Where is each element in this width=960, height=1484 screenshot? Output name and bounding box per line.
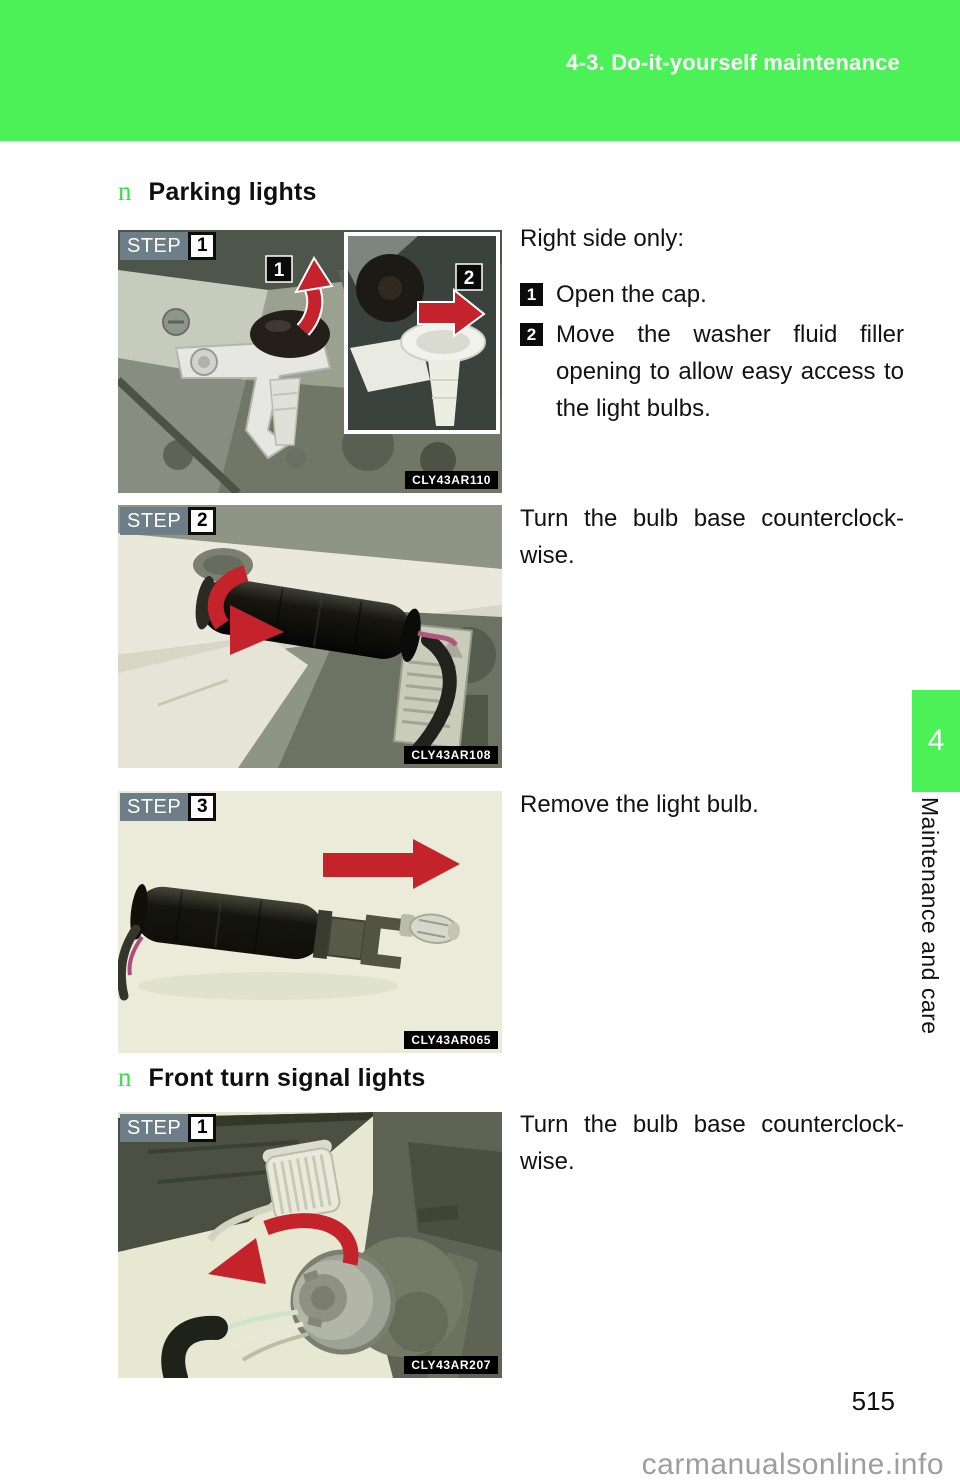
step-number: 2 [188,507,216,535]
figure-bulb-base-turn [118,505,502,768]
bulb-socket [293,1252,393,1352]
chapter-tab [912,690,960,792]
section-bullet-icon: n [118,176,132,206]
figure-inset-open-cap [346,234,498,432]
figure-caption: CLY43AR207 [404,1356,498,1374]
step-badge [120,232,216,260]
step-badge [120,1114,216,1142]
step-number: 3 [188,793,216,821]
step-label: STEP [120,232,188,260]
figure-image-bulb-base-turn [118,505,502,768]
section-title: Parking lights [148,178,317,206]
item-number-badge: 2 [520,323,543,346]
step-label: STEP [120,793,188,821]
instruction-block-turn-signal-1 [520,1106,904,1180]
figure-turn-signal-socket [118,1112,502,1378]
figure-washer-cap [118,230,502,493]
section-title: Front turn signal lights [148,1064,426,1092]
section-bullet-icon: n [118,1062,132,1092]
instruction-block-parking-2 [520,500,904,574]
chapter-header-title: 4-3. Do-it-yourself maintenance [566,50,900,75]
step-badge [120,507,216,535]
page-number: 515 [851,1386,895,1416]
numbered-item [520,276,904,313]
instruction-block-parking-3 [520,786,904,823]
instruction-intro: Right side only: [520,225,685,252]
instruction-line: Turn the bulb base counterclock- [520,505,904,532]
figure-image-turn-signal-socket [118,1112,502,1378]
step-label: STEP [120,507,188,535]
step-number: 1 [188,1114,216,1142]
instruction-block-parking-1 [520,222,904,430]
figure-marker-1: 1 [273,260,285,281]
instruction-line: Move the washer fluid filler [556,321,904,348]
figure-caption: CLY43AR110 [405,471,498,489]
figure-image-washer-cap [118,230,502,493]
item-number-badge: 1 [520,283,543,306]
figure-caption: CLY43AR108 [404,746,498,764]
figure-image-remove-bulb [118,791,502,1053]
instruction-line: Open the cap. [556,281,707,308]
instruction-line: Remove the light bulb. [520,791,759,818]
instruction-line: the light bulbs. [556,395,711,422]
instruction-line: opening to allow easy access to [556,358,904,385]
figure-marker-2: 2 [463,268,475,289]
chapter-label-vertical: Maintenance and care [917,797,943,1035]
figure-remove-bulb [118,791,502,1053]
numbered-item [520,316,904,427]
figure-caption: CLY43AR065 [404,1031,498,1049]
watermark-text: carmanualsonline.info [641,1448,944,1481]
section-heading-front-turn-signal [118,1062,426,1094]
chapter-header-band [0,0,960,141]
instruction-line: wise. [520,1148,575,1175]
step-badge [120,793,216,821]
section-heading-parking-lights [118,176,317,208]
step-label: STEP [120,1114,188,1142]
step-number: 1 [188,232,216,260]
instruction-line: Turn the bulb base counterclock- [520,1111,904,1138]
instruction-line: wise. [520,542,575,569]
chapter-number: 4 [927,724,945,757]
